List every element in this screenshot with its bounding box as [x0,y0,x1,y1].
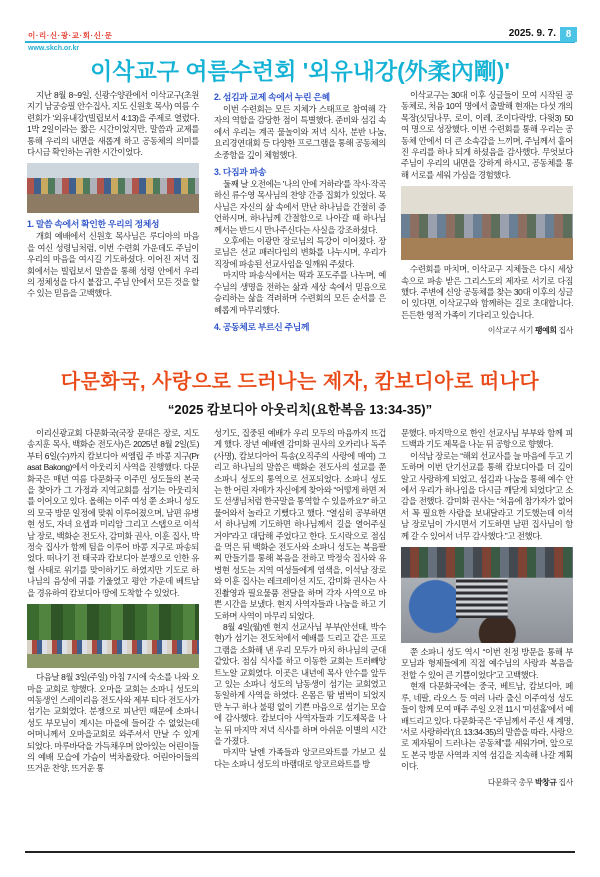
article1-paragraph: 오후에는 이광만 장로님의 특강이 이어졌다. 장로님은 선교 패러다임의 변화를 나누시며, 우리가 직장에 파송된 선교사임을 일깨워 주셨다. [214,236,386,269]
article1-paragraph: 마지막 파송식에서는 떡과 포도주를 나누며, 예수님의 생명을 전하는 삶과 세상 속에서 믿음으로 승리하는 삶을 격려하며 수련회의 모든 순서를 은혜롭게 마무리했다. [214,270,386,315]
masthead-paper-name: 이·리·신·광·교·회·신·문 [28,31,113,40]
article1-subhead-1: 1. 말씀 속에서 확인한 우리의 정체성 [27,219,160,230]
article1-paragraph: 이삭교구는 30대 이후 싱글들이 모여 시작된 공동체로, 처음 10여 명에서 출발해 현재는 다섯 개의 목장(싯딤나무, 로이, 이레, 조이다락방, 다윗3) 50여 명으로 성장했다. 이번 수련회를 통해 우리는 공동체 안에서 더 큰 소속감을 느끼며, 주님께서 흩어진 우리를 하나 되게 하셨음을 감사했다. 무엇보다 주님이 우리의 내면을 강하게 하시고, 공동체를 통해 서로를 세워 가심을 경험했다. [401,90,573,180]
article2-paragraph: 이리신광교회 다문화국(국장 문대은 장로, 지도 송지훈 목사, 백화순 전도사)은 2025년 8월 2일(토)부터 6일(수)까지 캄보디아 씨엠립 주 바콩 지구(Prasat Bakong)에서 아웃리치 사역을 진행했다. 다문화국은 매년 여름 다문화국 이주민 성도들의 본국을 찾아가 그 가정과 지역교회를 섬기는 아웃리치를 이어오고 있다. 올해는 이주 여성 쭌 소파니 성도의 모국 방문 일정에 맞춰 이루어졌으며, 남편 유병현 성도, 자녀 요셉과 미리암 그리고 스탭으로 이석남 장로, 백화순 전도사, 감미화 권사, 이훈 집사, 박정숙 집사가 함께 팀을 이루어 바콩 지구로 파송되었다. 떠나기 전 태국과 캄보디아 분쟁으로 인한 유혈 사태로 위기를 맞이하기도 하였지만 기도로 하나님의 음성에 귀를 기울였고 평안 가운데 베트남을 경유하여 캄보디아 땅에 도착할 수 있었다. [27,428,199,598]
article2-paragraph: 이석남 장로는 “해외 선교사를 늘 마음에 두고 기도하며 이번 단기선교를 통해 캄보디아를 더 깊이 알고 사랑하게 되었고, 섬김과 나눔을 통해 예수 안에서 우리가 하나임을 다시금 깨닫게 되었다”고 소감을 전했다. 감미화 권사는 “처음에 참가자가 없어서 꼭 필요한 사람을 보내달라고 기도했는데 이석남 장로님이 가시면서 기도하면 남편 집사님이 함께 갈 수 있어서 너무 감사했다.”고 전했다. [401,450,573,541]
masthead-date: 2025. 9. 7. [508,28,556,39]
article2-byline [401,777,573,788]
article2-subtitle: “2025 캄보디아 아웃리치(요한복음 13:34-35)” [167,402,433,417]
article1-paragraph: 이번 수련회는 모든 지체가 스태프로 참여해 각자의 역할을 감당한 점이 특별했다. 준비와 섬김 속에서 우리는 계곡 물놀이와 저녁 식사, 분반 나눔, 요리경연대회 등 다양한 프로그램을 통해 공동체의 소중함을 깊이 체험했다. [214,104,386,160]
byline-title: 집사 [556,326,573,336]
page-bottom-rule [25,851,575,853]
article2-headline: 다문화국, 사랑으로 드러나는 제자, 캄보디아로 떠나다 [60,371,540,393]
article2-paragraph: 문했다. 마지막으로 한인 선교사님 부부와 함께 피드백과 기도 제목을 나눈 뒤 공항으로 향했다. [401,428,573,450]
retreat-meeting-room-photo [401,186,573,260]
article2-paragraph: 쭌 소파니 성도 역시 “이번 친정 방문을 통해 부모님과 형제들에게 직접 예수님의 사랑과 복음을 전할 수 있어 큰 기쁨이었다”고 고백했다. [401,647,573,680]
article2-paragraph: 현재 다문화국에는 중국, 베트남, 캄보디아, 페루, 네팔, 라오스 등 여러 나라 출신 이주여성 성도들이 함께 모여 매주 주일 오전 11시 '미션홀'에서 예배드리고 있다. 다문화국은 “주님께서 주신 새 계명, '서로 사랑하라'(요 13:34-35)의 말씀을 따라, 사랑으로 제자됨이 드러나는 공동체”를 세워가며, 앞으로도 본국 방문 사역과 지역 섬김을 지속해 나갈 계획이다. [401,681,573,772]
hair-dye-service-photo [401,547,573,643]
article2-column-2 [214,428,386,770]
article2-paragraph: 8월 4일(월)엔 현지 선교사님 부부(안선태, 박수현)가 섬기는 전도처에서 예배를 드리고 같은 프로그램을 소화해 낸 우리 모두가 마치 하나님의 군대 같았다. 점심 식사를 하고 이동한 교회는 트러빼앙 트노알 교회였다. 이곳은 내년에 목사 안수를 앞두고 있는 소파니 성도의 남동생이 섬기는 교회였고 동일하게 사역을 하였다. 온몸은 땀 범벅이 되었지만 누구 하나 불평 없이 기쁜 마음으로 섬기는 모습에 감사했다. 캄보디아 사역자들과 기도제목을 나눈 뒤 마지막 저녁 식사를 하며 아쉬운 이별의 시간을 가졌다. [214,621,386,746]
article1-subhead-4: 4. 공동체로 부르신 주님께 [214,321,310,332]
article1-paragraph: 개회 예배에서 신원호 목사님은 루디아의 마음을 여신 성령님처럼, 이번 수련회 가운데도 주님이 우리의 마음을 여시길 기도하셨다. 이어진 저녁 집회에서는 빌립보서 말씀을 통해 성령 안에서 우리의 정체성을 다시 붙잡고, 주님 안에서 모든 것을 할 수 있는 믿음을 고백했다. [27,231,199,299]
outreach-jungle-group-photo [27,604,199,668]
byline-name: 박창규 [534,777,557,787]
article1-subhead-3: 3. 다짐과 파송 [214,167,267,178]
retreat-group-hall-photo [27,163,199,213]
byline-role: 다문화국 총무 [487,777,535,787]
masthead-url: www.skch.or.kr [28,45,80,52]
article1-paragraph: 수련회를 마치며, 이삭교구 지체들은 다시 세상 속으로 파송 받은 그리스도의 제자로 서기로 다짐했다. 주변에 신앙 공동체를 찾는 30대 이후의 싱글이 있다면, 이삭교구와 함께하는 길로 초대합니다. 든든한 영적 가족이 기다리고 있습니다. [401,264,573,320]
article1-byline [401,325,573,336]
article2-paragraph: 성기도, 집중된 예배가 우리 모두의 마음까지 뜨겁게 했다. 장년 예배엔 감미화 권사의 오카리나 독주(사명), 캄보디아어 특송(오직주의 사랑에 매여) 그리고 하나님의 말씀은 백화순 전도사의 설교를 쭌소파니 성도의 통역으로 선포되었다. 소파니 성도는 한 어린 자매가 자신에게 찾아와 “어떻게 하면 저도 선생님처럼 한국말을 통역할 수 있을까요?” 하고 물어와서 놀라고 기뻤다고 했다. “열심히 공부하면서 하나님께 기도하면 하나님께서 길을 열어주실 거야”라고 대답해 주었다고 한다. 도시락으로 점심을 먹은 뒤 백화순 전도사와 소파니 성도는 복음팔찌 만들기를 통해 복음을 전하고 박정숙 집사와 유병현 성도는 지역 여성들에게 염색을, 이석남 장로와 이훈 집사는 레크레이션 지도, 감미화 권사는 사진촬영과 필요물품 전달을 하며 각자 사역으로 바쁜 시간을 보냈다. 현지 사역자들과 나눔을 하고 기도하며 사역이 마무리 되었다. [214,428,387,621]
byline-name: 팽예희 [534,326,557,336]
masthead-rule [25,41,575,43]
byline-title: 집사 [556,777,573,787]
article2-paragraph: 마지막 날엔 가족들과 앙코르와트를 가보고 싶다는 소파니 성도의 바램대로 앙코르와트를 방 [214,747,386,769]
article1-column-3 [401,90,573,336]
article1-column-2 [214,90,386,334]
article1-column-1 [27,90,199,300]
article2-column-1 [27,428,199,775]
article2-paragraph: 다음날 8월 3일(주일) 아침 7시에 숙소를 나와 오마을 교회로 향했다. 오마을 교회는 소파니 성도의 여동생인 스레이리음 전도사와 제부 티다 전도사가 섬기는 교회였다. 분쟁으로 피난민 때문에 소파니 성도 부모님이 계시는 마을에 들어갈 수 없었는데 어머니께서 오마을교회로 와주셔서 만날 수 있게 되었다. 마루바닥을 가득채우며 앉아있는 어린이들의 예배 모습에 가슴이 벅차올랐다. 어린아이들의 뜨거운 찬양, 뜨거운 통 [27,672,199,774]
article2-column-3 [401,428,573,788]
article1-paragraph: 둘째 날 오전에는 '나의 안에 거하라'를 작사·작곡하신 류수영 목사님의 찬양 간증 집회가 있었다. 목사님은 자신의 삶 속에서 만난 하나님을 간절히 증언하시며, 하나님께 간절함으로 나아갈 때 하나님께서는 반드시 만나주신다는 사실을 강조하셨다. [214,179,386,235]
page-number-badge: 8 [560,27,577,42]
article1-headline: 이삭교구 여름수련회 '외유내강(外柔內剛)' [90,58,510,84]
article1-paragraph: 지난 8월 8~9일, 신광수양관에서 이삭교구(초원지기 남궁승필 안수집사, 지도 신원호 목사) 여름 수련회가 '외유내강'(빌립보서 4:13)을 주제로 열렸다. 1박 2일이라는 짧은 시간이었지만, 말씀과 교제를 통해 우리의 내면을 새롭게 하고 공동체의 의미를 다시금 확인하는 귀한 시간이었다. [27,90,199,158]
article1-subhead-2: 2. 섬김과 교제 속에서 누린 은혜 [214,92,330,102]
byline-role: 이삭교구 서기 [487,326,535,336]
